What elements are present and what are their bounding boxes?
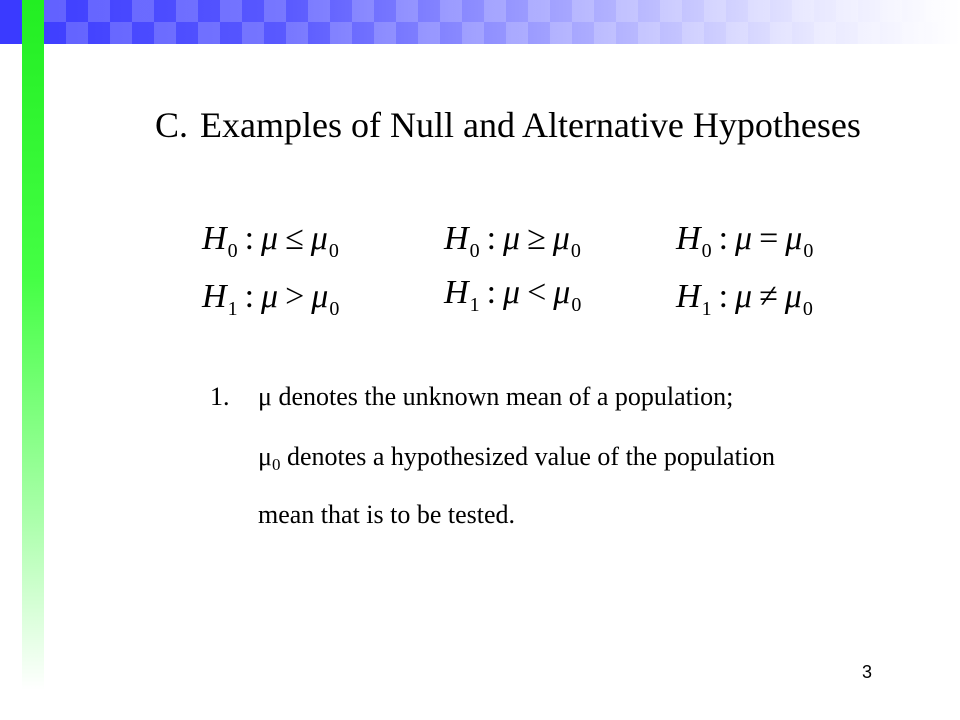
title-text: Examples of Null and Alternative Hypotheses: [200, 105, 861, 145]
hypothesis-h1-col3: $H_1$ : $\mu \ne \mu_0$: [676, 278, 814, 320]
top-bar-pattern-row-1: [0, 0, 960, 22]
hypothesis-h0-col2: $H_0$ : $\mu \ge \mu_0$: [444, 220, 582, 262]
mu-zero-symbol: μ: [258, 442, 272, 471]
hypothesis-h1-col1: $H_1$ : $\mu > \mu_0$: [202, 278, 341, 320]
title-number: C.: [155, 105, 189, 145]
item-1-line-1: μ denotes the unknown mean of a population;: [258, 382, 734, 411]
page-number: 3: [862, 662, 873, 682]
item-1-line-3: mean that is to be tested.: [258, 500, 516, 529]
hypotheses-grid: [202, 216, 882, 326]
hypothesis-h0-col1: $H_0$ : $\mu \le \mu_0$: [202, 220, 340, 262]
left-decorative-bar: [22, 0, 44, 690]
hypothesis-h1-col2: $H_1$ : $\mu < \mu_0$: [444, 274, 583, 316]
slide-title: [155, 104, 861, 146]
corner-block: [0, 0, 22, 44]
item-1-line-2: $\mu_0$ denotes a hypothesized value of the population: [258, 442, 776, 474]
hypothesis-h0-col3: $H_0$ : $\mu = \mu_0$: [676, 220, 815, 262]
mu-symbol: μ: [258, 382, 272, 411]
item-1-number: 1.: [210, 382, 230, 411]
top-bar-pattern-row-2: [0, 22, 960, 44]
